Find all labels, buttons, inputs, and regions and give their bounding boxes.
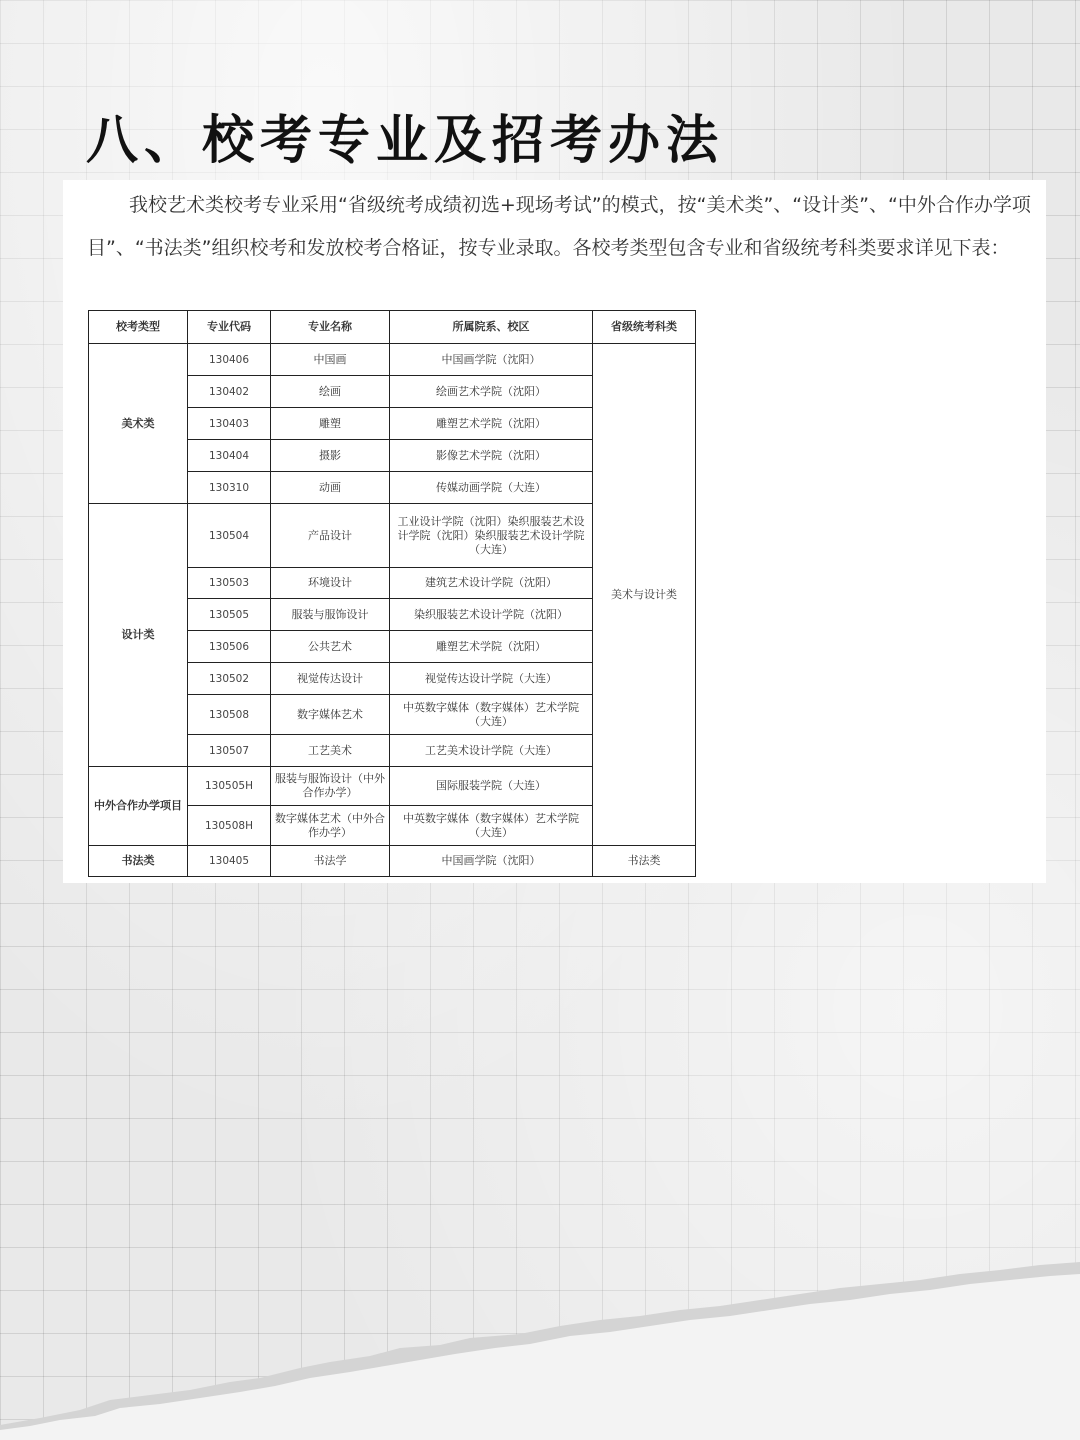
name-cell: 摄影 [271,440,390,472]
name-cell: 工艺美术 [271,735,390,767]
code-cell: 130506 [188,631,271,663]
type-cell: 美术类 [89,344,188,504]
school-cell: 雕塑艺术学院（沈阳） [390,631,593,663]
code-cell: 130504 [188,504,271,568]
majors-table [88,310,696,877]
page-title: 八、校考专业及招考办法 [86,111,725,171]
name-cell: 书法学 [271,846,390,877]
school-cell: 工业设计学院（沈阳）染织服装艺术设计学院（沈阳）染织服装艺术设计学院（大连） [390,504,593,568]
name-cell: 雕塑 [271,408,390,440]
school-cell: 绘画艺术学院（沈阳） [390,376,593,408]
torn-paper-decoration [0,1250,1080,1440]
code-cell: 130505 [188,599,271,631]
school-cell: 工艺美术设计学院（大连） [390,735,593,767]
school-cell: 视觉传达设计学院（大连） [390,663,593,695]
code-cell: 130508H [188,806,271,846]
column-header: 所属院系、校区 [390,311,593,344]
name-cell: 中国画 [271,344,390,376]
name-cell: 数字媒体艺术（中外合作办学） [271,806,390,846]
school-cell: 影像艺术学院（沈阳） [390,440,593,472]
type-cell: 书法类 [89,846,188,877]
code-cell: 130402 [188,376,271,408]
code-cell: 130405 [188,846,271,877]
code-cell: 130505H [188,767,271,806]
code-cell: 130404 [188,440,271,472]
school-cell: 染织服装艺术设计学院（沈阳） [390,599,593,631]
subject-cell: 美术与设计类 [593,344,696,846]
name-cell: 环境设计 [271,568,390,599]
code-cell: 130507 [188,735,271,767]
name-cell: 产品设计 [271,504,390,568]
code-cell: 130502 [188,663,271,695]
name-cell: 动画 [271,472,390,504]
table-header-row [89,311,696,344]
table-row [89,344,696,376]
school-cell: 中国画学院（沈阳） [390,344,593,376]
column-header: 省级统考科类 [593,311,696,344]
code-cell: 130406 [188,344,271,376]
school-cell: 雕塑艺术学院（沈阳） [390,408,593,440]
code-cell: 130508 [188,695,271,735]
school-cell: 传媒动画学院（大连） [390,472,593,504]
school-cell: 中国画学院（沈阳） [390,846,593,877]
school-cell: 建筑艺术设计学院（沈阳） [390,568,593,599]
type-cell: 设计类 [89,504,188,767]
school-cell: 中英数字媒体（数字媒体）艺术学院（大连） [390,695,593,735]
name-cell: 数字媒体艺术 [271,695,390,735]
code-cell: 130503 [188,568,271,599]
type-cell: 中外合作办学项目 [89,767,188,846]
subject-cell: 书法类 [593,846,696,877]
school-cell: 国际服装学院（大连） [390,767,593,806]
name-cell: 视觉传达设计 [271,663,390,695]
school-cell: 中英数字媒体（数字媒体）艺术学院（大连） [390,806,593,846]
intro-paragraph: 我校艺术类校考专业采用“省级统考成绩初选+现场考试”的模式，按“美术类”、“设计类”、“中外合作办学项目”、“书法类”组织校考和发放校考合格证，按专业录取。各校考类型包含专业和省级统考科类要求详见下表： [87,194,1031,259]
name-cell: 绘画 [271,376,390,408]
column-header: 专业代码 [188,311,271,344]
name-cell: 服装与服饰设计（中外合作办学） [271,767,390,806]
column-header: 校考类型 [89,311,188,344]
table-row [89,846,696,877]
name-cell: 公共艺术 [271,631,390,663]
name-cell: 服装与服饰设计 [271,599,390,631]
column-header: 专业名称 [271,311,390,344]
code-cell: 130403 [188,408,271,440]
code-cell: 130310 [188,472,271,504]
